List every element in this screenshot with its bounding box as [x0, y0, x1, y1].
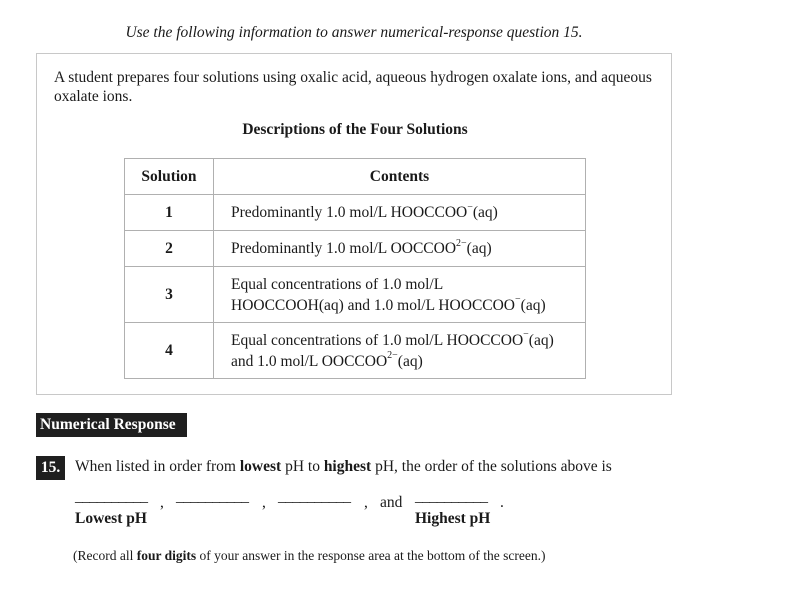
- answer-blank-2: __________: [176, 488, 249, 505]
- numerical-response-banner: Numerical Response: [36, 413, 187, 437]
- comma-separator: ,: [364, 494, 368, 511]
- table-row: [125, 323, 586, 379]
- header-solution: Solution: [125, 159, 214, 195]
- intro-instruction: Use the following information to answer numerical-response question 15.: [125, 24, 583, 41]
- header-contents: Contents: [214, 159, 586, 195]
- solutions-table: [124, 158, 586, 379]
- answer-blank-1: __________: [75, 488, 148, 505]
- and-word: and: [380, 494, 403, 511]
- answer-blank-3: __________: [278, 488, 351, 505]
- solution-number: 1: [125, 195, 214, 231]
- solution-contents: Equal concentrations of 1.0 mol/L HOOCCOOH(aq) and 1.0 mol/L HOOCCOO−(aq): [214, 267, 586, 323]
- record-instruction: (Record all four digits of your answer in the response area at the bottom of the screen.): [73, 548, 546, 563]
- table-row: [125, 195, 586, 231]
- lowest-ph-label: Lowest pH: [75, 510, 147, 527]
- question-text: When listed in order from lowest pH to highest pH, the order of the solutions above is: [75, 458, 612, 475]
- table-row: [125, 267, 586, 323]
- solution-contents: Predominantly 1.0 mol/L $OOCCOO^{2-}(aq)$: [214, 231, 586, 267]
- solution-contents: Equal concentrations of 1.0 mol/L HOOCCOO−(aq) and 1.0 mol/L $OOCCOO^{2-}(aq)$: [214, 323, 586, 379]
- solution-number: 2: [125, 231, 214, 267]
- comma-separator: ,: [160, 494, 164, 511]
- information-box: [36, 53, 672, 395]
- question-number: 15.: [36, 456, 65, 480]
- question-stem: A student prepares four solutions using oxalic acid, aqueous hydrogen oxalate ions, and aqueous oxalate ions.: [54, 69, 652, 105]
- table-row: [125, 231, 586, 267]
- table-header-row: [125, 159, 586, 195]
- highest-ph-label: Highest pH: [415, 510, 491, 527]
- answer-blank-4: __________: [415, 488, 488, 505]
- comma-separator: ,: [262, 494, 266, 511]
- solution-contents: Predominantly 1.0 mol/L HOOCCOO−(aq): [214, 195, 586, 231]
- period: .: [500, 494, 504, 511]
- solution-number: 4: [125, 323, 214, 379]
- table-title: Descriptions of the Four Solutions: [242, 121, 468, 138]
- solution-number: 3: [125, 267, 214, 323]
